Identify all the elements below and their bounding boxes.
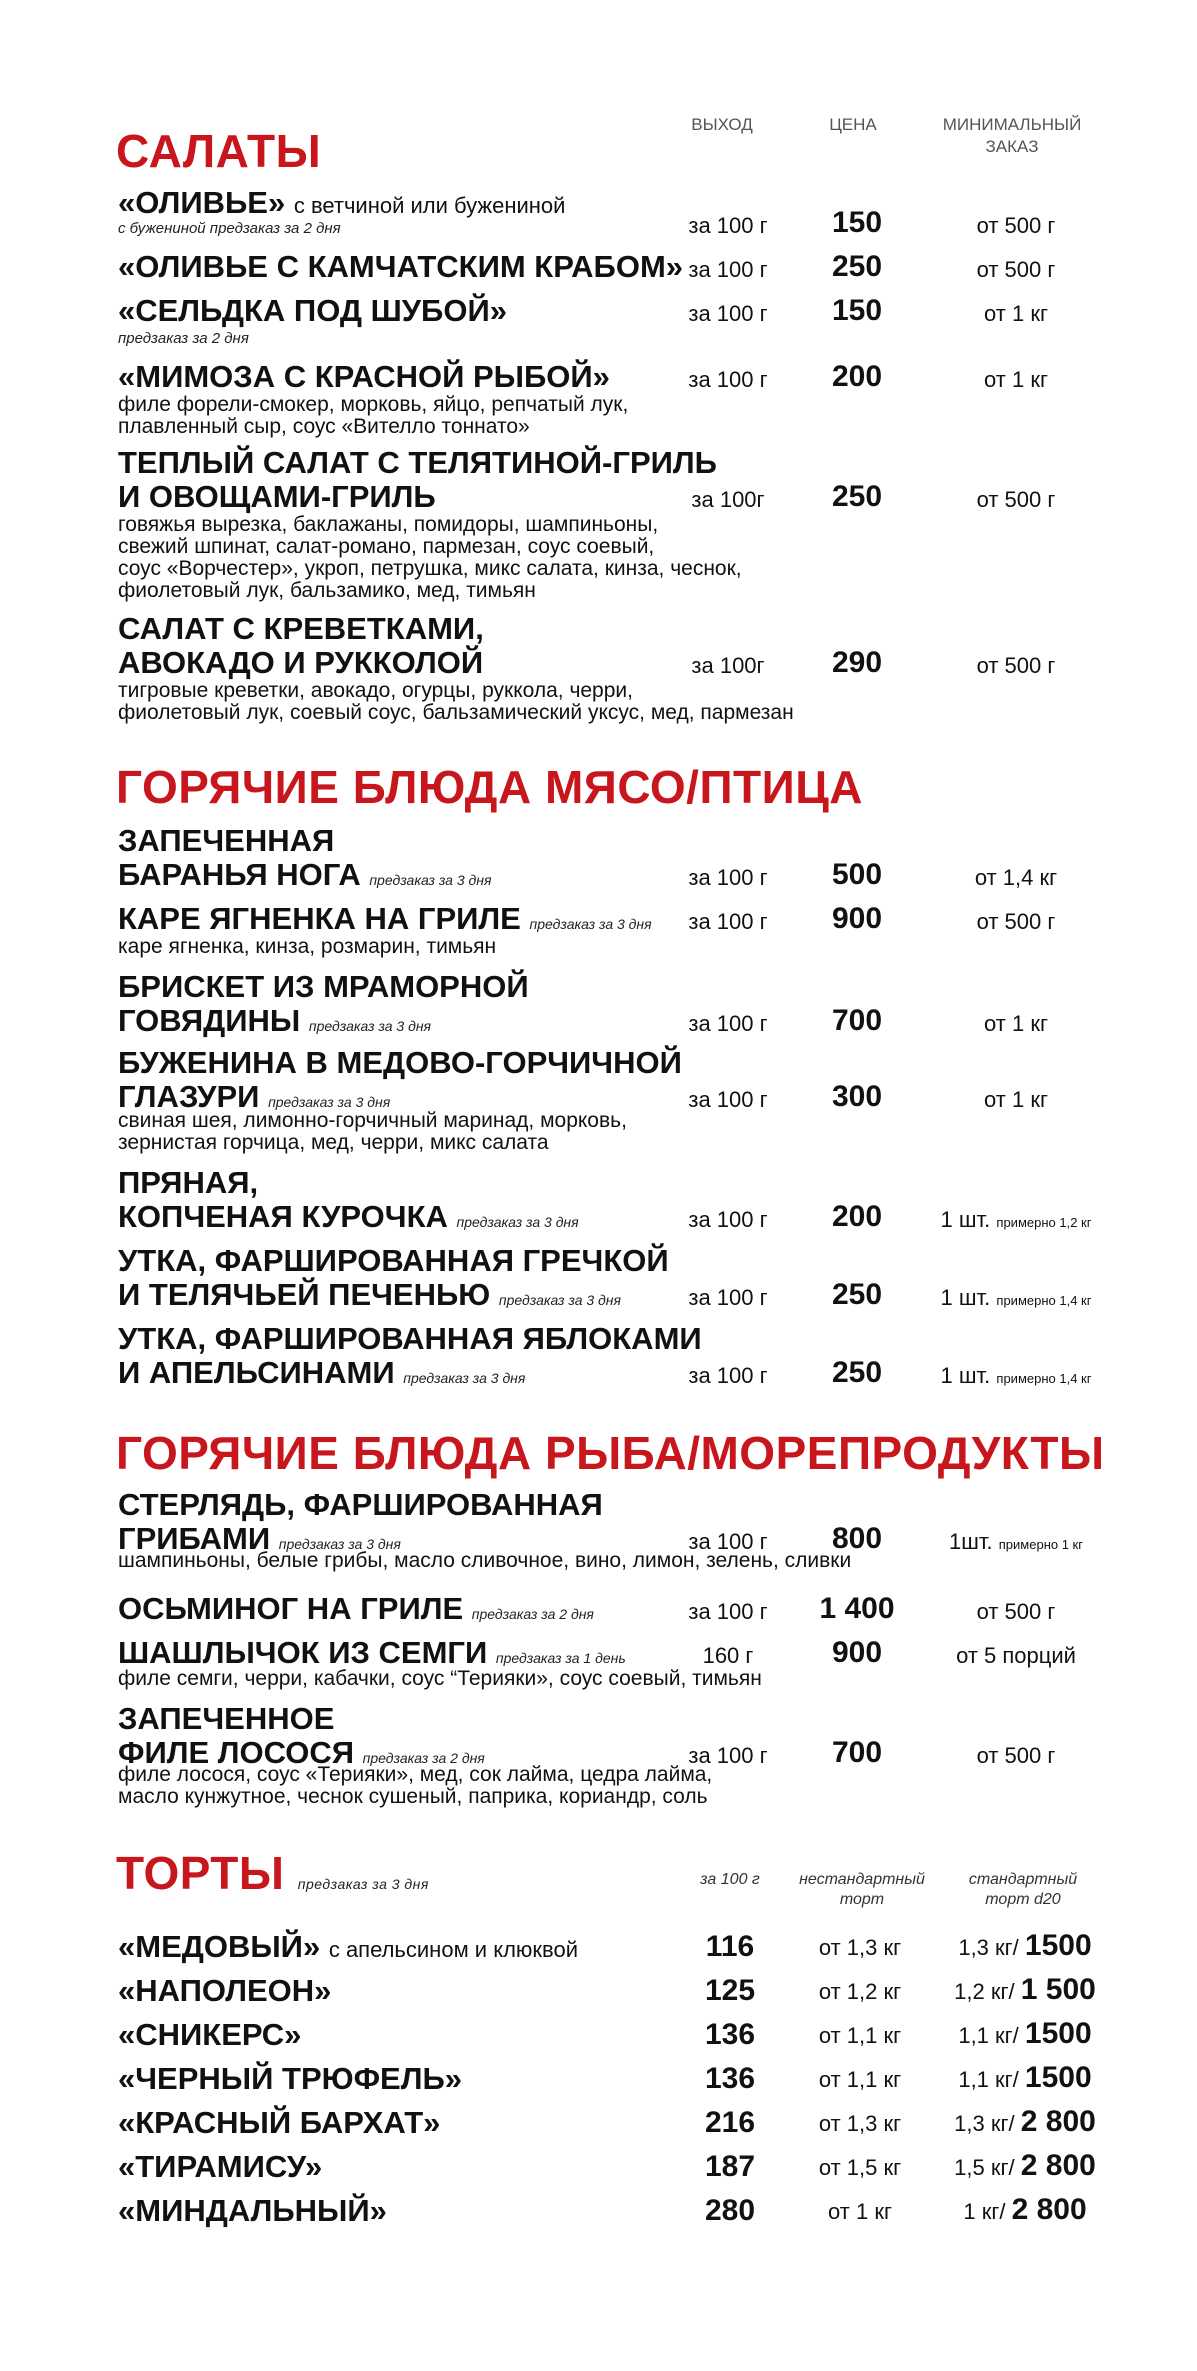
price: 200: [831, 360, 883, 393]
menu-item-name: КОПЧЕНАЯ КУРОЧКА предзаказ за 3 дня: [118, 1199, 579, 1234]
portion: за 100 г: [688, 367, 768, 392]
menu-item-description: соус «Ворчестер», укроп, петрушка, микс салата, кинза, чеснок,: [118, 557, 742, 580]
menu-item-name: ЗАПЕЧЕННОЕ: [118, 1701, 335, 1736]
menu-item-name: КАРЕ ЯГНЕНКА НА ГРИЛЕ предзаказ за 3 дня: [118, 901, 652, 936]
column-header-output: ВЫХОД: [691, 115, 753, 134]
menu-item-name: АВОКАДО И РУККОЛОЙ: [118, 645, 484, 680]
min-order: 1 шт. примерно 1,4 кг: [940, 1363, 1092, 1388]
menu-item-name: И АПЕЛЬСИНАМИ предзаказ за 3 дня: [118, 1355, 526, 1390]
section-title-salads: САЛАТЫ: [116, 125, 322, 177]
menu-item-name: И ОВОЩАМИ-ГРИЛЬ: [118, 479, 436, 514]
min-order: от 500 г: [976, 487, 1056, 512]
menu-item-name: САЛАТ С КРЕВЕТКАМИ,: [118, 611, 484, 646]
preorder-note: с бужениной предзаказ за 2 дня: [118, 220, 341, 237]
menu-item-name: «ОЛИВЬЕ С КАМЧАТСКИМ КРАБОМ»: [118, 249, 684, 284]
menu-item-description: филе форели-смокер, морковь, яйцо, репчатый лук,: [118, 393, 629, 416]
price: 150: [831, 294, 883, 327]
price: 700: [831, 1736, 883, 1769]
price: 150: [831, 206, 883, 239]
cake-price-per100: 125: [704, 1974, 756, 2007]
price: 900: [831, 1636, 883, 1669]
min-order: от 500 г: [976, 1599, 1056, 1624]
portion: за 100 г: [688, 257, 768, 282]
portion: за 100 г: [688, 1285, 768, 1310]
menu-item-name: ТЕПЛЫЙ САЛАТ С ТЕЛЯТИНОЙ-ГРИЛЬ: [118, 445, 717, 480]
price: 700: [831, 1004, 883, 1037]
cake-standard: 1,5 кг/ 2 800: [954, 2149, 1096, 2182]
menu-item-name: БРИСКЕТ ИЗ МРАМОРНОЙ: [118, 969, 529, 1004]
menu-item-name: ОСЬМИНОГ НА ГРИЛЕ предзаказ за 2 дня: [118, 1591, 594, 1626]
min-order: от 500 г: [976, 213, 1056, 238]
min-order: от 500 г: [976, 653, 1056, 678]
price: 290: [831, 646, 883, 679]
cake-standard: 1 кг/ 2 800: [963, 2193, 1087, 2226]
cake-price-per100: 216: [704, 2106, 756, 2139]
cake-name: «МЕДОВЫЙ» с апельсином и клюквой: [118, 1929, 579, 1964]
column-header-nonstandard: нестандартный торт: [799, 1871, 925, 1908]
portion: за 100 г: [688, 301, 768, 326]
price: 200: [831, 1200, 883, 1233]
menu-item-name: «СЕЛЬДКА ПОД ШУБОЙ»: [118, 293, 507, 328]
cake-name: «СНИКЕРС»: [118, 2017, 302, 2052]
column-header-min-order: МИНИМАЛЬНЫЙ ЗАКАЗ: [942, 115, 1082, 156]
cake-name: «ЧЕРНЫЙ ТРЮФЕЛЬ»: [118, 2061, 462, 2096]
menu-item-description: филе лосося, соус «Терияки», мед, сок лайма, цедра лайма,: [118, 1763, 713, 1786]
min-order: от 1 кг: [984, 1087, 1048, 1112]
preorder-note: предзаказ за 2 дня: [118, 330, 249, 347]
min-order: 1 шт. примерно 1,2 кг: [940, 1207, 1092, 1232]
menu-item-name: И ТЕЛЯЧЬЕЙ ПЕЧЕНЬЮ предзаказ за 3 дня: [118, 1277, 621, 1312]
portion: за 100 г: [688, 865, 768, 890]
menu-item-name: ЗАПЕЧЕННАЯ: [118, 823, 335, 858]
menu-item-name: «МИМОЗА С КРАСНОЙ РЫБОЙ»: [118, 359, 610, 394]
column-header-price: ЦЕНА: [829, 115, 877, 134]
cake-price-per100: 280: [704, 2194, 756, 2227]
menu-item-name: УТКА, ФАРШИРОВАННАЯ ГРЕЧКОЙ: [118, 1243, 669, 1278]
min-order: от 1,4 кг: [974, 865, 1058, 890]
price: 1 400: [819, 1592, 895, 1625]
section-title-cakes: ТОРТЫ предзаказ за 3 дня: [116, 1847, 429, 1899]
portion: 160 г: [702, 1643, 754, 1668]
min-order: от 500 г: [976, 1743, 1056, 1768]
section-title-fish: ГОРЯЧИЕ БЛЮДА РЫБА/МОРЕПРОДУКТЫ: [116, 1427, 1105, 1479]
menu-item-description: свиная шея, лимонно-горчичный маринад, морковь,: [118, 1109, 627, 1132]
portion: за 100 г: [688, 1743, 768, 1768]
portion: за 100 г: [688, 1011, 768, 1036]
cake-nonstandard-weight: от 1,1 кг: [818, 2023, 902, 2048]
menu-item-name: СТЕРЛЯДЬ, ФАРШИРОВАННАЯ: [118, 1487, 603, 1522]
price: 900: [831, 902, 883, 935]
min-order: от 1 кг: [984, 367, 1048, 392]
price: 800: [831, 1522, 883, 1555]
cake-price-per100: 136: [704, 2018, 756, 2051]
min-order: 1шт. примерно 1 кг: [949, 1529, 1083, 1554]
cake-name: «ТИРАМИСУ»: [118, 2149, 323, 2184]
price: 250: [831, 250, 883, 283]
menu-item-description: масло кунжутное, чеснок сушеный, паприка, кориандр, соль: [118, 1785, 708, 1808]
cake-standard: 1,1 кг/ 1500: [958, 2061, 1092, 2094]
portion: за 100г: [691, 487, 765, 512]
menu-item-description: филе семги, черри, кабачки, соус “Терияки», соус соевый, тимьян: [118, 1667, 762, 1690]
menu-item-description: фиолетовый лук, бальзамико, мед, тимьян: [118, 579, 536, 602]
portion: за 100 г: [688, 1529, 768, 1554]
portion: за 100 г: [688, 1363, 768, 1388]
portion: за 100 г: [688, 1207, 768, 1232]
cake-standard: 1,2 кг/ 1 500: [954, 1973, 1096, 2006]
cake-nonstandard-weight: от 1,5 кг: [818, 2155, 902, 2180]
portion: за 100г: [691, 653, 765, 678]
min-order: от 500 г: [976, 257, 1056, 282]
menu-item-description: свежий шпинат, салат-романо, пармезан, соус соевый,: [118, 535, 655, 558]
cake-standard: 1,1 кг/ 1500: [958, 2017, 1092, 2050]
cake-name: «КРАСНЫЙ БАРХАТ»: [118, 2105, 441, 2140]
cake-price-per100: 116: [705, 1930, 755, 1963]
cake-nonstandard-weight: от 1,2 кг: [818, 1979, 902, 2004]
menu-item-name: ФИЛЕ ЛОСОСЯ предзаказ за 2 дня: [118, 1735, 485, 1770]
portion: за 100 г: [688, 213, 768, 238]
menu-item-description: тигровые креветки, авокадо, огурцы, руккола, черри,: [118, 679, 633, 702]
cake-name: «НАПОЛЕОН»: [118, 1973, 332, 2008]
menu-item-name: ШАШЛЫЧОК ИЗ СЕМГИ предзаказ за 1 день: [118, 1635, 626, 1670]
menu-item-name: БАРАНЬЯ НОГА предзаказ за 3 дня: [118, 857, 492, 892]
menu-item-description: плавленный сыр, соус «Вителло тоннато»: [118, 415, 530, 438]
section-title-meat: ГОРЯЧИЕ БЛЮДА МЯСО/ПТИЦА: [116, 761, 864, 813]
cake-name: «МИНДАЛЬНЫЙ»: [118, 2193, 387, 2228]
cake-price-per100: 187: [704, 2150, 756, 2183]
menu-item-description: фиолетовый лук, соевый соус, бальзамический уксус, мед, пармезан: [118, 701, 794, 724]
cake-nonstandard-weight: от 1,3 кг: [818, 2111, 902, 2136]
menu-item-description: говяжья вырезка, баклажаны, помидоры, шампиньоны,: [118, 513, 659, 536]
menu-item-name: ГРИБАМИ предзаказ за 3 дня: [118, 1521, 401, 1556]
price: 250: [831, 1278, 883, 1311]
price: 300: [831, 1080, 883, 1113]
cake-standard: 1,3 кг/ 2 800: [954, 2105, 1096, 2138]
portion: за 100 г: [688, 1087, 768, 1112]
cake-nonstandard-weight: от 1,1 кг: [818, 2067, 902, 2092]
menu-item-name: БУЖЕНИНА В МЕДОВО-ГОРЧИЧНОЙ: [118, 1045, 682, 1080]
menu-item-description: шампиньоны, белые грибы, масло сливочное, вино, лимон, зелень, сливки: [118, 1549, 852, 1572]
min-order: от 500 г: [976, 909, 1056, 934]
portion: за 100 г: [688, 1599, 768, 1624]
menu-item-description: каре ягненка, кинза, розмарин, тимьян: [118, 935, 497, 958]
cake-nonstandard-weight: от 1,3 кг: [818, 1935, 902, 1960]
min-order: от 1 кг: [984, 1011, 1048, 1036]
price: 500: [831, 858, 883, 891]
column-header-standard: стандартный торт d20: [968, 1871, 1078, 1908]
menu-item-description: зернистая горчица, мед, черри, микс салата: [118, 1131, 549, 1154]
portion: за 100 г: [688, 909, 768, 934]
column-header-per100: за 100 г: [700, 1871, 760, 1888]
min-order: 1 шт. примерно 1,4 кг: [940, 1285, 1092, 1310]
cake-standard: 1,3 кг/ 1500: [958, 1929, 1092, 1962]
min-order: от 5 порций: [956, 1643, 1076, 1668]
menu-item-name: ГЛАЗУРИ предзаказ за 3 дня: [118, 1079, 391, 1114]
price: 250: [831, 1356, 883, 1389]
cake-nonstandard-weight: от 1 кг: [828, 2199, 892, 2224]
menu-item-name: УТКА, ФАРШИРОВАННАЯ ЯБЛОКАМИ: [118, 1321, 702, 1356]
menu-item-name: «ОЛИВЬЕ» с ветчиной или бужениной: [118, 185, 566, 220]
menu-item-name: ГОВЯДИНЫ предзаказ за 3 дня: [118, 1003, 432, 1038]
min-order: от 1 кг: [984, 301, 1048, 326]
menu-item-name: ПРЯНАЯ,: [118, 1165, 259, 1200]
cake-price-per100: 136: [704, 2062, 756, 2095]
price: 250: [831, 480, 883, 513]
